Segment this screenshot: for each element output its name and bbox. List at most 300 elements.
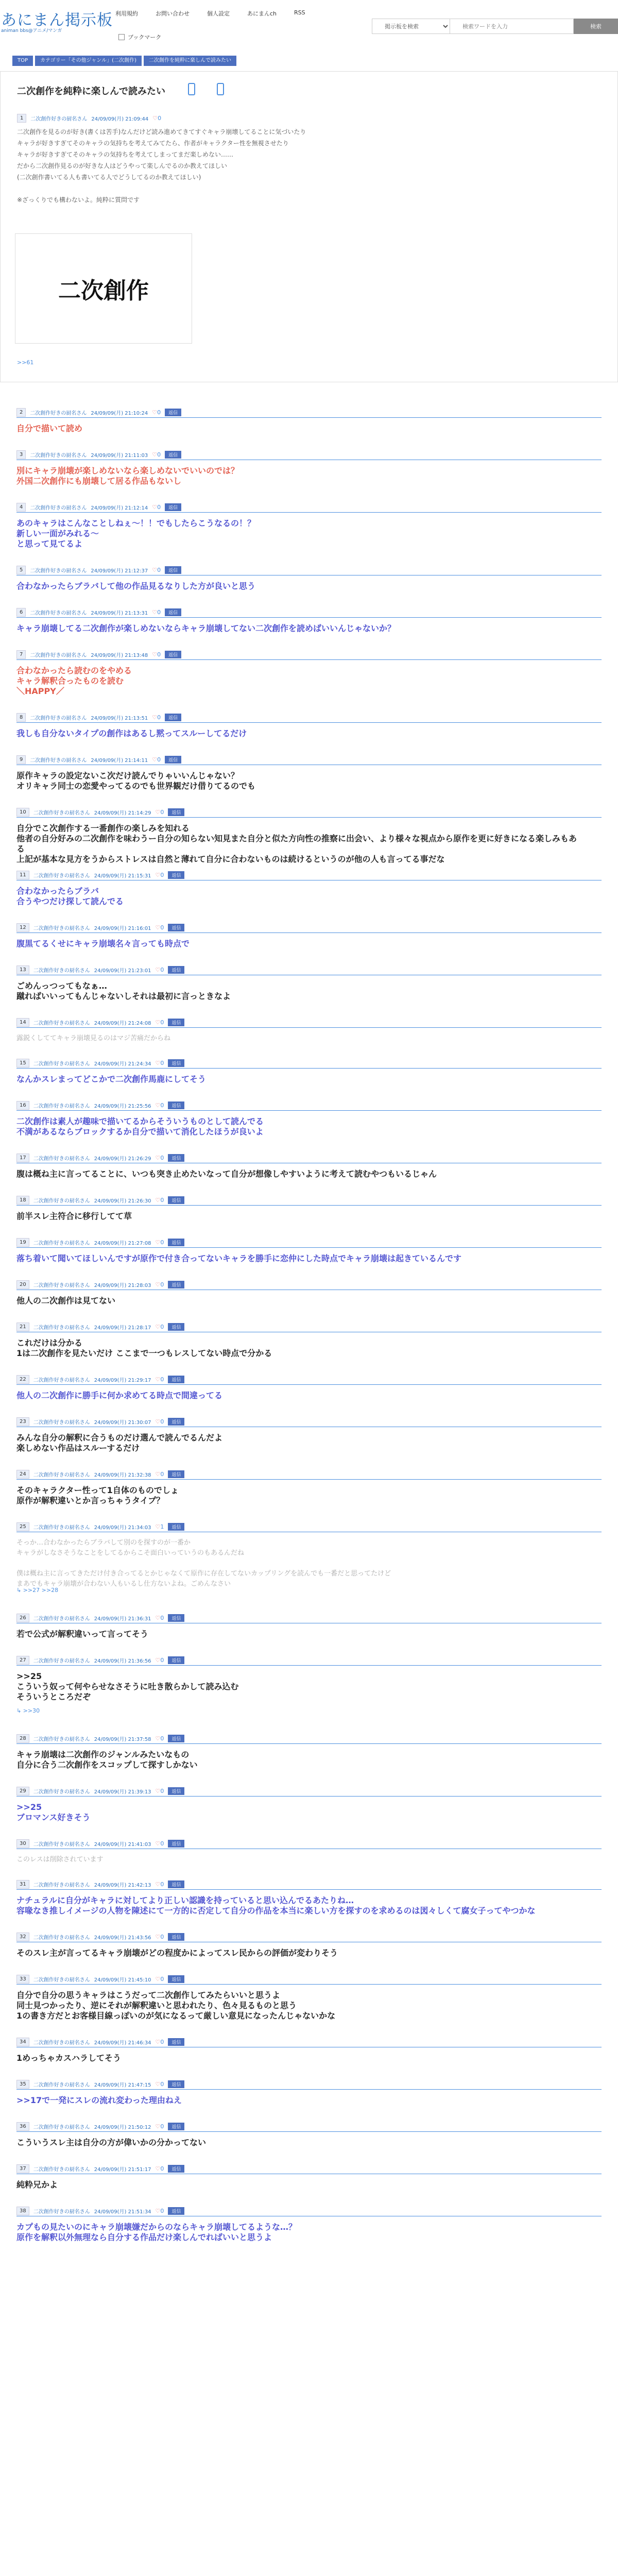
post-header bbox=[16, 1656, 184, 1665]
post-date: 24/09/09(月) 21:26:30 bbox=[94, 1198, 151, 1204]
bookmark-thread-icon[interactable] bbox=[188, 83, 195, 95]
post-date: 24/09/09(月) 21:42:13 bbox=[94, 1883, 151, 1888]
reply-button[interactable]: 返信 bbox=[165, 608, 181, 616]
good-count[interactable]: ♡0 bbox=[155, 1840, 164, 1847]
reply-button[interactable]: 返信 bbox=[168, 1880, 184, 1888]
reply-button[interactable]: 返信 bbox=[168, 1735, 184, 1742]
good-count[interactable]: ♡0 bbox=[155, 2081, 164, 2088]
breadcrumb-thread[interactable]: 二次創作を純粋に楽しんで読みたい bbox=[144, 56, 236, 66]
post-author: 二次創作好きの厨名さん bbox=[33, 926, 90, 931]
post-date: 24/09/09(月) 21:28:03 bbox=[94, 1283, 151, 1289]
post-number[interactable]: 19 bbox=[16, 1238, 29, 1247]
post-body: キャラ崩壊は二次創作のジャンルみたいなもの 自分に合う二次創作をスコップして探すしかない bbox=[16, 1750, 198, 1770]
post-body: これだけは分かる 1は二次創作を見たいだけ ここまで一つもレスしてない時点で分かる bbox=[16, 1338, 272, 1358]
post-header bbox=[16, 1154, 184, 1162]
good-count[interactable]: ♡0 bbox=[155, 1324, 164, 1330]
post-author: 二次創作好きの厨名さん bbox=[33, 1156, 90, 1162]
post-date: 24/09/09(月) 21:15:31 bbox=[94, 873, 151, 879]
post-body: そっか…合わなかったらブラバして別のを探すのが一番か キャラがしなさそうなことをしてるからこそ面白いっていうのもあるんだね 僕は概ね主に言ってきただけ付き合ってるとかじゃなくて原作に存在してないカップリングを読んでも一番だと思ってたけど まあでもキャラ崩壊が合わない人もいるし仕方ないよね。ごめんなさい bbox=[16, 1539, 391, 1588]
share-icon[interactable] bbox=[217, 83, 224, 95]
post bbox=[0, 650, 618, 713]
post-date: 24/09/09(月) 21:47:15 bbox=[94, 2082, 151, 2088]
post-body: ごめんっつってもなぁ… 蹴ればいいってもんじゃないしそれは最初に言っときなよ bbox=[16, 981, 231, 1001]
reply-button[interactable]: 返信 bbox=[168, 966, 184, 974]
post-body: そのキャラクター性って1自体のものでしょ 原作が解釈違いとか言っちゃうタイプ？ bbox=[16, 1485, 179, 1505]
good-count[interactable]: ♡0 bbox=[152, 504, 161, 511]
post bbox=[0, 2122, 618, 2164]
post-body: 他人の二次創作に勝手に何か求めてる時点で間違ってる bbox=[16, 1391, 223, 1400]
post bbox=[0, 1059, 618, 1101]
post-number[interactable]: 2 bbox=[16, 408, 26, 417]
post bbox=[0, 2164, 618, 2207]
reply-button[interactable]: 返信 bbox=[168, 1154, 184, 1162]
search-scope-select[interactable] bbox=[372, 19, 450, 33]
good-count[interactable]: ♡0 bbox=[152, 451, 161, 458]
post-author: 二次創作好きの厨名さん bbox=[30, 116, 88, 122]
good-count[interactable]: ♡0 bbox=[155, 809, 164, 816]
breadcrumb-category[interactable]: カテゴリー「その他ジャンル」(二次創作) bbox=[35, 56, 142, 66]
post-author: 二次創作好きの厨名さん bbox=[33, 1104, 90, 1109]
post-body: 他人の二次創作は見てない bbox=[16, 1296, 116, 1306]
post-body: ナチュラルに自分がキャラに対してより正しい認識を持っていると思い込んでるあたりね… 容喙なき推しイメージの人物を陳述にて一方的に否定して自分の作品を本当に楽しい方を探すのを求めるのは図々しくて腐女子ってやつかな bbox=[16, 1895, 536, 1916]
post-number[interactable]: 16 bbox=[16, 1101, 29, 1110]
post-divider-line bbox=[16, 1247, 602, 1248]
post-number[interactable]: 34 bbox=[16, 2038, 29, 2046]
post bbox=[0, 408, 618, 450]
reply-button[interactable]: 返信 bbox=[168, 2165, 184, 2173]
good-count[interactable]: ♡1 bbox=[155, 1523, 164, 1530]
good-count[interactable]: ♡0 bbox=[155, 1934, 164, 1940]
post-body: 二次創作は素人が趣味で描いてるからそういうものとして読んでる 不満があるならブロックするか自分で描いて消化したほうが良いよ bbox=[16, 1116, 264, 1137]
post-body: 我しも自分ないタイプの創作はあるし黙ってスルーしてるだけ bbox=[16, 728, 247, 738]
reply-button[interactable]: 返信 bbox=[168, 2207, 184, 2215]
post-number[interactable]: 4 bbox=[16, 503, 26, 512]
thread-op bbox=[0, 71, 618, 382]
post-author: 二次創作好きの厨名さん bbox=[33, 1789, 90, 1795]
post-author: 二次創作好きの厨名さん bbox=[33, 1061, 90, 1067]
post bbox=[0, 1323, 618, 1375]
post-header bbox=[16, 1375, 184, 1384]
post-author: 二次創作好きの厨名さん bbox=[33, 1737, 90, 1742]
op-reply-link[interactable]: >>61 bbox=[17, 359, 34, 366]
op-header bbox=[17, 114, 161, 123]
good-count[interactable]: ♡0 bbox=[152, 651, 161, 658]
good-count[interactable]: ♡0 bbox=[155, 1019, 164, 1026]
good-count[interactable]: ♡0 bbox=[155, 967, 164, 973]
post-date: 24/09/09(月) 21:43:56 bbox=[94, 1935, 151, 1941]
post-body: >>17で一発にスレの流れ変わった理由ねえ bbox=[16, 2095, 182, 2105]
post-number[interactable]: 27 bbox=[16, 1656, 29, 1665]
post bbox=[0, 608, 618, 650]
reply-button[interactable]: 返信 bbox=[168, 1787, 184, 1795]
reply-button[interactable]: 返信 bbox=[168, 1281, 184, 1289]
good-count[interactable]: ♡0 bbox=[155, 872, 164, 878]
good-count[interactable]: ♡0 bbox=[155, 1735, 164, 1742]
post-body: >>25 こういう奴って何やらせなさそうに吐き散らかして読み込む そういうところだぞ bbox=[16, 1671, 239, 1702]
post-number[interactable]: 36 bbox=[16, 2122, 29, 2131]
post-number[interactable]: 11 bbox=[16, 871, 29, 879]
post-header bbox=[16, 871, 184, 879]
reply-button[interactable]: 返信 bbox=[168, 1840, 184, 1848]
post-date: 24/09/09(月) 21:13:51 bbox=[91, 716, 148, 721]
post-number[interactable]: 12 bbox=[16, 923, 29, 932]
post-number[interactable]: 8 bbox=[16, 713, 26, 722]
post-divider-line bbox=[16, 1889, 602, 1890]
post-date: 24/09/09(月) 21:28:17 bbox=[94, 1325, 151, 1331]
post-body: こういうスレ主は自分の方が偉いかの分かってない bbox=[16, 2138, 207, 2147]
post bbox=[0, 1375, 618, 1417]
reply-button[interactable]: 返信 bbox=[168, 871, 184, 879]
post-header bbox=[16, 1787, 184, 1795]
post-author: 二次創作好きの厨名さん bbox=[33, 968, 90, 974]
post-body: 腹は概ね主に言ってることに、いつも突き止めたいなって自分が想像しやすいように考えて読むやつもいるじゃん bbox=[16, 1169, 437, 1179]
post-author: 二次創作好きの厨名さん bbox=[30, 568, 87, 574]
post-author: 二次創作好きの厨名さん bbox=[33, 1325, 90, 1331]
post-number[interactable]: 13 bbox=[16, 965, 29, 974]
post bbox=[0, 808, 618, 871]
post bbox=[0, 1975, 618, 2038]
site-header bbox=[0, 0, 618, 49]
post-header bbox=[16, 808, 184, 817]
post-body: 自分で自分の思うキャラはこうだって二次創作してみたらいいと思うよ 同士見つかったり、逆にそれが解釈違いと思われたり、色々見るものと思う 1の書き方だとお客様目線っぽいのが気になるって厳しい意見になったんじゃないかな bbox=[16, 1990, 336, 2021]
post-header bbox=[16, 1614, 184, 1622]
post-header bbox=[16, 1522, 184, 1531]
post-number[interactable]: 30 bbox=[16, 1839, 29, 1848]
post-divider-line bbox=[16, 1984, 602, 1985]
post-body: 落ち着いて聞いてほしいんですが原作で付き合ってないキャラを勝手に恋仲にした時点でキャラ崩壊は起きているんです bbox=[16, 1253, 462, 1263]
reply-button[interactable]: 返信 bbox=[165, 651, 181, 658]
good-count[interactable]: ♡0 bbox=[155, 1197, 164, 1204]
reply-button[interactable]: 返信 bbox=[168, 924, 184, 931]
post-author: 二次創作好きの厨名さん bbox=[33, 2040, 90, 2046]
nav-rss[interactable]: RSS bbox=[294, 9, 305, 16]
post-number[interactable]: 7 bbox=[16, 650, 26, 659]
bookmark-link[interactable] bbox=[118, 33, 161, 41]
reply-link[interactable]: ↳ >>30 bbox=[16, 1707, 40, 1714]
good-count[interactable]: ♡0 bbox=[155, 2165, 164, 2172]
post-author: 二次創作好きの厨名さん bbox=[33, 1935, 90, 1941]
post-author: 二次創作好きの厨名さん bbox=[33, 1616, 90, 1622]
post-author: 二次創作好きの厨名さん bbox=[30, 411, 87, 416]
post bbox=[0, 1196, 618, 1238]
post-divider-line bbox=[16, 1205, 602, 1206]
post-divider-line bbox=[16, 1743, 602, 1744]
post-header bbox=[16, 1018, 184, 1027]
post-header bbox=[16, 923, 184, 932]
post-date: 24/09/09(月) 21:27:08 bbox=[94, 1241, 151, 1246]
post bbox=[0, 1734, 618, 1787]
breadcrumb-top[interactable]: TOP bbox=[12, 56, 33, 66]
top-nav bbox=[115, 9, 305, 18]
good-count[interactable]: ♡0 bbox=[155, 1788, 164, 1794]
post-number[interactable]: 29 bbox=[16, 1787, 29, 1795]
reply-button[interactable]: 返信 bbox=[168, 1376, 184, 1383]
post bbox=[0, 1018, 618, 1059]
post-number[interactable]: 21 bbox=[16, 1323, 29, 1331]
post-body: 原作キャラの設定ないこ次だけ読んでりゃいいんじゃない？ オリキャラ同士の恋愛やってるのでも世界観だけ借りてるのでも bbox=[16, 771, 256, 791]
good-count[interactable]: ♡0 bbox=[155, 1239, 164, 1246]
post-number[interactable]: 37 bbox=[16, 2164, 29, 2173]
good-count[interactable]: ♡0 bbox=[155, 1471, 164, 1478]
post-author: 二次創作好きの厨名さん bbox=[33, 1658, 90, 1664]
post-divider-line bbox=[16, 2089, 602, 2090]
post-header bbox=[16, 566, 181, 574]
search-button[interactable]: 検索 bbox=[574, 19, 618, 34]
good-count[interactable]: ♡0 bbox=[155, 2208, 164, 2214]
reply-button[interactable]: 返信 bbox=[165, 503, 181, 511]
post bbox=[0, 1614, 618, 1656]
post-number[interactable]: 31 bbox=[16, 1880, 29, 1889]
post-header bbox=[16, 408, 181, 417]
post-author: 二次創作好きの厨名さん bbox=[33, 2125, 90, 2130]
post bbox=[0, 1101, 618, 1154]
reply-button[interactable]: 返信 bbox=[168, 1470, 184, 1478]
post-date: 24/09/09(月) 21:32:38 bbox=[94, 1472, 151, 1478]
reply-button[interactable]: 返信 bbox=[168, 2123, 184, 2130]
post-author: 二次創作好きの厨名さん bbox=[33, 1842, 90, 1848]
good-count[interactable]: ♡0 bbox=[155, 1060, 164, 1066]
post bbox=[0, 1280, 618, 1323]
post-author: 二次創作好きの厨名さん bbox=[30, 716, 87, 721]
good-count[interactable]: ♡0 bbox=[155, 1418, 164, 1425]
bookmark-label: ブックマーク bbox=[128, 34, 162, 41]
post-header bbox=[16, 1196, 184, 1205]
reply-button[interactable]: 返信 bbox=[168, 1418, 184, 1426]
post-number[interactable]: 9 bbox=[16, 755, 26, 764]
post-date: 24/09/09(月) 21:12:14 bbox=[91, 505, 148, 511]
post-author: 二次創作好きの厨名さん bbox=[33, 1525, 90, 1531]
post-number[interactable]: 35 bbox=[16, 2080, 29, 2089]
post-author: 二次創作好きの厨名さん bbox=[33, 1241, 90, 1246]
post-divider-line bbox=[16, 659, 602, 660]
reply-button[interactable]: 返信 bbox=[168, 2080, 184, 2088]
post-date: 24/09/09(月) 21:16:01 bbox=[94, 926, 151, 931]
good-count[interactable]: ♡0 bbox=[155, 924, 164, 931]
good-count[interactable]: ♡0 bbox=[155, 2123, 164, 2130]
post-number[interactable]: 3 bbox=[16, 450, 26, 459]
post-header bbox=[16, 1323, 184, 1331]
post-number[interactable]: 14 bbox=[16, 1018, 29, 1027]
post-divider-line bbox=[16, 1027, 602, 1028]
post-date: 24/09/09(月) 21:39:13 bbox=[94, 1789, 151, 1795]
good-count[interactable]: ♡0 bbox=[155, 1102, 164, 1109]
post bbox=[0, 1933, 618, 1975]
post-number[interactable]: 28 bbox=[16, 1734, 29, 1743]
post bbox=[0, 923, 618, 965]
post-author: 二次創作好きの厨名さん bbox=[33, 1883, 90, 1888]
reply-button[interactable]: 返信 bbox=[165, 409, 181, 416]
reply-button[interactable]: 返信 bbox=[168, 1656, 184, 1664]
reply-button[interactable]: 返信 bbox=[168, 1019, 184, 1026]
reply-button[interactable]: 返信 bbox=[165, 756, 181, 764]
nav-settings[interactable]: 個人設定 bbox=[207, 10, 230, 17]
post-body: 自分で描いて読め bbox=[16, 423, 83, 433]
post-body: あのキャラはこんなことしねぇ～！！でもしたらこうなるの！？ 新しい一面がみれる～ と思って見てるよ bbox=[16, 518, 256, 549]
post-number[interactable]: 32 bbox=[16, 1933, 29, 1941]
post-date: 24/09/09(月) 21:45:10 bbox=[94, 1977, 151, 1983]
post-body: 前半スレ主符合に移行してて草 bbox=[16, 1211, 132, 1221]
post-body: 露鋭くしててキャラ崩壊見るのはマジ苦痛だからね bbox=[16, 1035, 171, 1042]
reply-button[interactable]: 返信 bbox=[168, 1523, 184, 1531]
post-divider-line bbox=[16, 1665, 602, 1666]
post-number[interactable]: 22 bbox=[16, 1375, 29, 1384]
post-number[interactable]: 23 bbox=[16, 1417, 29, 1426]
post-body: 別にキャラ崩壊が楽しめないなら楽しめないでいいのでは？ 外国二次創作にも崩壊して居る作品もないし bbox=[16, 466, 239, 486]
search-box bbox=[372, 19, 574, 34]
reply-button[interactable]: 返信 bbox=[165, 566, 181, 574]
post bbox=[0, 1238, 618, 1280]
reply-button[interactable]: 返信 bbox=[168, 1059, 184, 1067]
thread-title: 二次創作を純粋に楽しんで読みたい bbox=[17, 86, 165, 97]
good-count[interactable]: ♡0 bbox=[152, 714, 161, 721]
post-body: 若で公式が解釈違いって言ってそう bbox=[16, 1629, 149, 1639]
post-date: 24/09/09(月) 21:13:48 bbox=[91, 653, 148, 658]
post-author: 二次創作好きの厨名さん bbox=[30, 611, 87, 616]
good-count[interactable]: ♡0 bbox=[155, 1615, 164, 1621]
good-count[interactable]: ♡0 bbox=[155, 1976, 164, 1982]
good-count[interactable]: ♡0 bbox=[152, 409, 161, 416]
post-header bbox=[16, 2038, 184, 2046]
post-date: 24/09/09(月) 21:26:29 bbox=[94, 1156, 151, 1162]
post-author: 二次創作好きの厨名さん bbox=[33, 810, 90, 816]
post-header bbox=[16, 450, 181, 459]
breadcrumb bbox=[12, 56, 236, 66]
post-date: 24/09/09(月) 21:10:24 bbox=[91, 411, 148, 416]
post-header bbox=[16, 2207, 184, 2215]
post-author: 二次創作好きの厨名さん bbox=[33, 1977, 90, 1983]
site-logo-subtitle: animan bbs@アニメ/マンガ bbox=[1, 28, 62, 33]
post-number[interactable]: 26 bbox=[16, 1614, 29, 1622]
post-divider-line bbox=[16, 817, 602, 818]
post-date: 24/09/09(月) 21:50:12 bbox=[94, 2125, 151, 2130]
nav-contact[interactable]: お問い合わせ bbox=[156, 10, 190, 17]
reply-button[interactable]: 返信 bbox=[168, 1196, 184, 1204]
post-date: 24/09/09(月) 21:12:37 bbox=[91, 568, 148, 574]
post-date: 24/09/09(月) 21:51:34 bbox=[94, 2209, 151, 2215]
post bbox=[0, 2207, 618, 2259]
post bbox=[0, 2038, 618, 2080]
good-count[interactable]: ♡0 bbox=[155, 1657, 164, 1664]
post-author: 二次創作好きの厨名さん bbox=[30, 653, 87, 658]
good-count[interactable]: ♡0 bbox=[155, 2039, 164, 2045]
reply-button[interactable]: 返信 bbox=[168, 1239, 184, 1246]
reply-button[interactable]: 返信 bbox=[165, 714, 181, 721]
post-header bbox=[16, 1933, 184, 1941]
good-count[interactable]: ♡0 bbox=[155, 1281, 164, 1288]
post-body: そのスレ主が言ってるキャラ崩壊がどの程度かによってスレ民からの評価が変わりそう bbox=[16, 1948, 338, 1958]
post-body: 合わなかったら読むのをやめる キャラ解釈合ったものを読む ＼HAPPY／ bbox=[16, 666, 132, 696]
post-header bbox=[16, 2122, 184, 2131]
post bbox=[0, 450, 618, 503]
reply-link[interactable]: ↳ >>27 >>28 bbox=[16, 1587, 59, 1594]
post-number[interactable]: 15 bbox=[16, 1059, 29, 1067]
reply-button[interactable]: 返信 bbox=[165, 451, 181, 459]
post-body: 合わなかったらブラバ 合うやつだけ探して読んでる bbox=[16, 886, 124, 906]
post-date: 24/09/09(月) 21:34:03 bbox=[94, 1525, 151, 1531]
post-number[interactable]: 33 bbox=[16, 1975, 29, 1984]
nav-animanch[interactable]: あにまんch bbox=[247, 10, 277, 17]
post-author: 二次創作好きの厨名さん bbox=[33, 1378, 90, 1383]
search-input[interactable] bbox=[450, 19, 573, 33]
post bbox=[0, 1839, 618, 1880]
post-body: キャラ崩壊してる二次創作が楽しめないならキャラ崩壊してない二次創作を読めばいいんじゃないか？ bbox=[16, 623, 396, 633]
post-header bbox=[16, 1059, 184, 1067]
reply-button[interactable]: 返信 bbox=[168, 1614, 184, 1622]
post-date: 24/09/09(月) 21:51:17 bbox=[94, 2167, 151, 2173]
good-count[interactable]: ♡0 bbox=[155, 1881, 164, 1888]
reply-button[interactable]: 返信 bbox=[168, 2038, 184, 2046]
good-count[interactable]: ♡0 bbox=[152, 567, 161, 573]
post-author: 二次創作好きの厨名さん bbox=[30, 453, 87, 459]
post bbox=[0, 871, 618, 923]
post-date: 24/09/09(月) 21:29:17 bbox=[94, 1378, 151, 1383]
post-author: 二次創作好きの厨名さん bbox=[33, 1021, 90, 1026]
post bbox=[0, 1154, 618, 1196]
post bbox=[0, 2080, 618, 2122]
post-divider-line bbox=[16, 512, 602, 513]
post-date: 24/09/09(月) 21:36:31 bbox=[94, 1616, 151, 1622]
reply-button[interactable]: 返信 bbox=[168, 1975, 184, 1983]
post-header bbox=[16, 503, 181, 512]
post-number[interactable]: 5 bbox=[16, 566, 26, 574]
post-divider-line bbox=[16, 1110, 602, 1111]
reply-button[interactable]: 返信 bbox=[168, 1101, 184, 1109]
good-count[interactable]: ♡0 bbox=[152, 115, 162, 122]
post bbox=[0, 1417, 618, 1470]
post-author: 二次創作好きの厨名さん bbox=[30, 758, 87, 764]
post-number[interactable]: 25 bbox=[16, 1522, 29, 1531]
site-logo[interactable]: あにまん掲示板 bbox=[1, 11, 113, 29]
op-body: 二次創作を見るのが好き(書くは苦手)なんだけど読み進めてきてすぐキャラ崩壊してることに気づいたり キャラが好きすぎてそのキャラの気持ちを考えてみてたら、作者がキャラクター性を無視させたり キャラが好きすぎてそのキャラの気持ちを考えてしまってまだ楽しめない…… だから二次創作見るのが好きな人はどうやって楽しんでるのか教えてほしい (二次創作書いてる人も書いてる人でどうしてるのか教えてほしい) ※ざっくりでも構わないよ。純粋に質問です bbox=[17, 128, 306, 204]
post-header bbox=[16, 650, 181, 659]
post-body: このレスは削除されています bbox=[16, 1856, 104, 1863]
post-number[interactable]: 38 bbox=[16, 2207, 29, 2215]
post-author: 二次創作好きの厨名さん bbox=[33, 2209, 90, 2215]
reply-button[interactable]: 返信 bbox=[168, 808, 184, 816]
post-header bbox=[16, 713, 181, 722]
post-date: 24/09/09(月) 21:24:08 bbox=[94, 1021, 151, 1026]
post-number[interactable]: 20 bbox=[16, 1280, 29, 1289]
reply-button[interactable]: 返信 bbox=[168, 1933, 184, 1941]
reply-button[interactable]: 返信 bbox=[168, 1323, 184, 1331]
good-count[interactable]: ♡0 bbox=[152, 756, 161, 763]
post-body: 純粋兄かよ bbox=[16, 2180, 58, 2190]
post-number[interactable]: 1 bbox=[17, 114, 26, 123]
post-body: 合わなかったらブラバして他の作品見るなりした方が良いと思う bbox=[16, 581, 256, 591]
post-number[interactable]: 18 bbox=[16, 1196, 29, 1205]
nav-terms[interactable]: 利用規約 bbox=[115, 10, 138, 17]
post-date: 24/09/09(月) 21:36:56 bbox=[94, 1658, 151, 1664]
post-header bbox=[16, 1280, 184, 1289]
post-date: 24/09/09(月) 21:23:01 bbox=[94, 968, 151, 974]
post-number[interactable]: 10 bbox=[16, 808, 29, 817]
good-count[interactable]: ♡0 bbox=[155, 1376, 164, 1383]
post-header bbox=[16, 1101, 184, 1110]
post-date: 24/09/09(月) 21:13:31 bbox=[91, 611, 148, 616]
post-number[interactable]: 24 bbox=[16, 1470, 29, 1479]
post-author: 二次創作好きの厨名さん bbox=[33, 2082, 90, 2088]
bookmark-icon bbox=[118, 34, 125, 40]
post-divider-line bbox=[16, 617, 602, 618]
good-count[interactable]: ♡0 bbox=[152, 609, 161, 616]
op-image[interactable]: 二次創作 bbox=[15, 233, 192, 344]
post-header bbox=[16, 1238, 184, 1247]
post-number[interactable]: 6 bbox=[16, 608, 26, 617]
post-header bbox=[16, 755, 181, 764]
good-count[interactable]: ♡0 bbox=[155, 1155, 164, 1161]
post bbox=[0, 1880, 618, 1933]
post-number[interactable]: 17 bbox=[16, 1154, 29, 1162]
